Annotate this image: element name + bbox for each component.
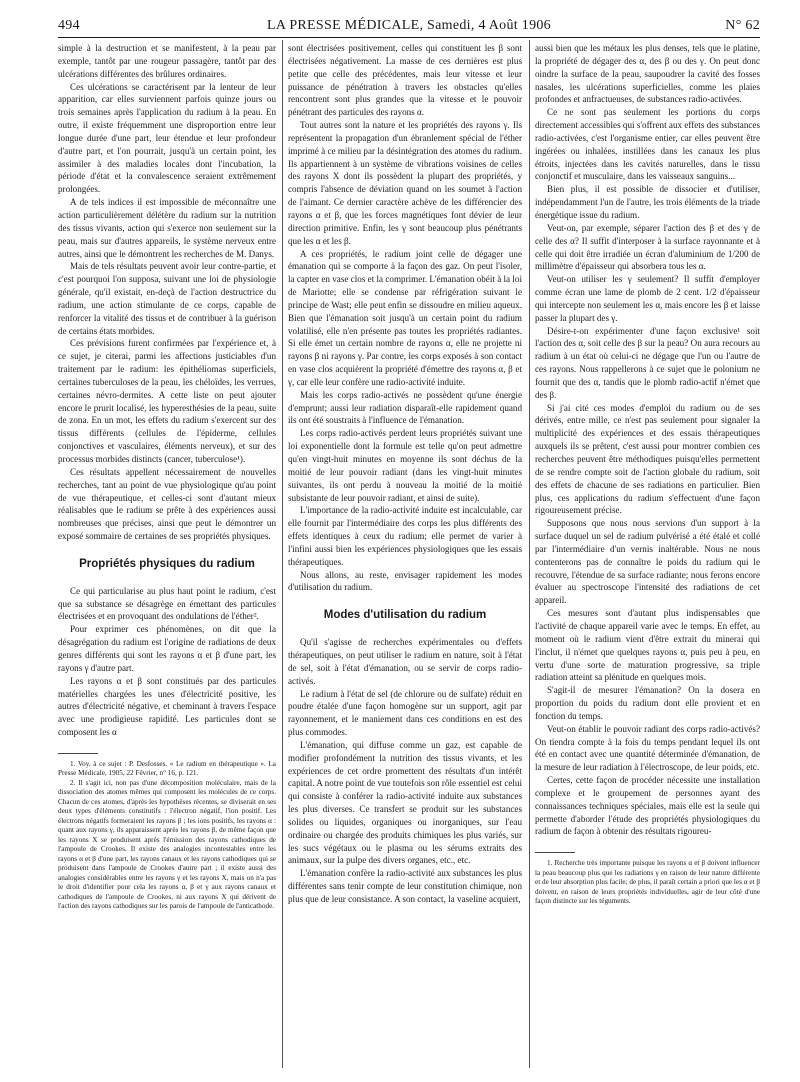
paragraph: Tout autres sont la nature et les propriétés des rayons γ. Ils représentent la propagation d'un ébranlement spécial de l'éther imprimé à ce milieu par la désintégration des atomes du radium. Ils appartiennent à un système de vibrations voisines de celles des rayons X dont ils possèdent la plupart des propriétés, y compris l'absence de déviation quand on les soumet à l'action de l'aimant. Ce dernier caractère achève de les différencier des rayons α et β, que les forces magnétiques font dévier de leur direction primitive. Enfin, les γ sont beaucoup plus pénétrants que les α et les β. xyxy=(288,120,522,246)
paragraph: aussi bien que les métaux les plus denses, tels que le platine, la propriété de dégager des α, des β ou des γ. On peut donc oindre la surface de la peau, saupoudrer la cavité des fosses nasales, les ulcérations superficielles, comme les plaies profondes et anfractueuses, de substances radio-activées. xyxy=(535,43,760,105)
footnote: 1. Voy. à ce sujet : P. Desfosses. « Le radium en thérapeutique ». La Presse Médicale, 1905, 22 Février, n° 16, p. 121. xyxy=(58,759,276,778)
paragraph: Ces mesures sont d'autant plus indispensables que l'activité de chaque appareil varie avec le temps. En effet, au moment où le radium vient d'être extrait du minerai qui l'inclut, il n'émet que quelques rayons α, puis peu à peu, en vertu d'une sorte de maturation progressive, sa triple radiation atteint sa plénitude en quelques mois. xyxy=(535,608,760,683)
paragraph: L'importance de la radio-activité induite est incalculable, car elle fournit par l'intermédiaire des corps les plus différents des effets identiques à ceux du radium; elle permet de varier à l'infini aussi bien les expériences physiologiques que les essais thérapeutiques. xyxy=(288,505,522,567)
paragraph: Qu'il s'agisse de recherches expérimentales ou d'effets thérapeutiques, on peut utiliser le radium en nature, soit à l'état de sel, soit à l'état d'émanation, ou se servir de corps radio-activés. xyxy=(288,637,522,686)
footnote-rule xyxy=(58,753,98,754)
column-2 xyxy=(288,42,522,1072)
paragraph: Le radium à l'état de sel (de chlorure ou de sulfate) réduit en poudre étalée d'une façon homogène sur un support, agit par rayonnement, et le maniement dans ces conditions en est des plus commodes. xyxy=(288,688,522,738)
issue-number: N° 62 xyxy=(725,18,760,33)
paragraph: Mais de tels résultats peuvent avoir leur contre-partie, et c'est pourquoi l'on supposa, suivant une loi de physiologie générale, qu'il existait, en-deçà de l'action destructrice du radium, une action stimulante de ce corps, capable de renforcer la vitalité des tissus et de contribuer à la guérison de certains états morbides. xyxy=(58,261,276,336)
column-1 xyxy=(58,42,276,1072)
paragraph: Désire-t-on expérimenter d'une façon exclusive¹ soit l'action des α, soit celle des β sur la peau? On aura recours au radium à un état où celui-ci ne dégage que l'un ou l'autre de ces rayons. Nous rappellerons à ce sujet que le polonium ne fournit que des α, tandis que le plomb radio-actif n'émet que des β. xyxy=(535,325,760,400)
paragraph: Les corps radio-activés perdent leurs propriétés suivant une loi exponentielle dont la formule est telle qu'on peut admettre qu'en vingt-huit minutes en moyenne ils sont déchus de la moitié de leur pouvoir radiant (dans les vingt-huit minutes suivantes, ils ont perdu à nouveau la moitié de la moitié subsistante de leur pouvoir radiant, et ainsi de suite). xyxy=(288,428,522,503)
paragraph: L'émanation confère la radio-activité aux substances les plus différentes sans tenir compte de leur constitution chimique, non plus que de leur consistance. A son contact, la vaseline acquiert, xyxy=(288,868,522,904)
column-divider xyxy=(282,40,283,1068)
page-header xyxy=(58,14,760,38)
paragraph: A de tels indices il est impossible de méconnaître une action particulièrement délétère du radium sur la nutrition des tissus vivants, action qui s'exerce non seulement sur la peau, mais sur d'autres appareils, le système nerveux entre autres, ainsi que le démontrent les recherches de M. Danys. xyxy=(58,197,276,259)
paragraph: Ces ulcérations se caractérisent par la lenteur de leur apparition, car elles surviennent parfois quinze jours ou trois semaines après l'application du radium à la peau. En outre, il existe fréquemment une disproportion entre leur longue durée d'une part, leur étendue et leur profondeur d'autre part, et l'on pourrait, jusqu'à un certain point, les assimiler à des maladies locales dont l'incubation, la période d'état et la convalescence seraient extrêmement prolongées. xyxy=(58,81,276,195)
section-heading: Propriétés physiques du radium xyxy=(79,557,255,570)
paragraph: Nous allons, au reste, envisager rapidement les modes d'utilisation du radium. xyxy=(288,569,522,593)
paragraph: Certes, cette façon de procéder nécessite une installation complexe et le groupement de personnes ayant des connaissances techniques spéciales, mais elle est la seule qui permette d'aborder l'étude des propriétés physiologiques du radium de façon à obtenir des résultats rigoureu- xyxy=(535,775,760,837)
journal-title: LA PRESSE MÉDICALE, Samedi, 4 Août 1906 xyxy=(267,18,551,33)
footnote-rule xyxy=(535,852,575,853)
paragraph: simple à la destruction et se manifestent, à la peau par exemple, tantôt par une rougeur passagère, tantôt par des ulcérations différentes des brûlures ordinaires. xyxy=(58,43,276,79)
footnote: 1. Recherche très importante puisque les rayons α et β doivent influencer la peau beaucoup plus que les radiations γ en raison de leur nature différente et de leur absorption plus facile; de plus, il paraît certain a priori que les α et β doivent, en raison de leurs propriétés individuelles, agir de leur côté d'une façon distincte sur les téguments. xyxy=(535,859,760,906)
paragraph: Veut-on établir le pouvoir radiant des corps radio-activés? On tiendra compte à la fois du temps pendant lequel ils ont été en contact avec une quantité déterminée d'émanation, de la mesure de leur radiation à l'électroscope, de leur poids, etc. xyxy=(535,723,760,773)
footnote: 2. Il s'agit ici, non pas d'une décomposition moléculaire, mais de la dissociation des atomes mêmes qui composent les molécules de ce corps. Chacun de ces atomes, d'après les hypothèses récentes, se diviserait en ses deux types d'éléments constitutifs : l'électron négatif, l'ion positif. Les électrons négatifs formeraient les rayons β ; les ions positifs, les rayons α : quant aux rayons γ, ils apparaissent après les rayons β, de même façon que les rayons X se produisent après l'émission des rayons cathodiques de l'ampoule de Crookes. Il existe des analogies incontestables entre les rayons α et β d'une part, les rayons canaux et les rayons cathodiques qui se produisent dans l'ampoule de Crookes d'autre part ; il existe aussi des analogies considérables entre les rayons γ et les rayons X, mais on n'a pas le droit d'identifier pour cela les rayons α, β et γ aux rayons canaux et cathodiques de l'ampoule de Crookes, ni aux rayons X qui dérivent de l'action des rayons cathodiques sur les parois de l'ampoule de l'anticathode. xyxy=(58,778,276,911)
paragraph: L'émanation, qui diffuse comme un gaz, est capable de modifier profondément la nutrition des tissus vivants, et les expériences de cet ordre promettent des résultats d'un intérêt capital. A notre point de vue toutefois son rôle essentiel est celui qui consiste à conférer la radio-activité induite aux substances les plus diverses. Ce transfert se produit sur les substances solides ou liquides, organiques ou inorganiques, sur l'eau ordinaire ou chargée des produits chimiques les plus variés, sur les sucs végétaux ou le plasma ou les sérums extraits des animaux, sur la pulpe des divers organes, etc., etc. xyxy=(288,739,522,866)
paragraph: Bien plus, il est possible de dissocier et d'utiliser, indépendamment l'un de l'autre, les trois éléments de la triade énergétique issue du radium. xyxy=(535,184,760,220)
header-rule xyxy=(58,37,760,38)
paragraph: A ces propriétés, le radium joint celle de dégager une émanation qui se comporte à la façon des gaz. On peut l'isoler, la capter en vase clos et la comprimer. L'émanation obéit à la loi de Mariotte; elle se condense par réfrigération suivant le principe de Wast; elle peut enfin se dissoudre en milieu aqueux. Bien que l'émanation soit jusqu'à un certain point du radium volatilisé, elle n'en présente pas toutes les propriétés radiantes. Si elle émet un certain nombre de rayons α, elle ne projette ni rayons β ni rayons γ. Par contre, les corps exposés à son contact en vase clos acquièrent la propriété d'émettre des rayons α, β et γ, car elle leur confère une radio-activité induite. xyxy=(288,248,522,387)
paragraph: Mais les corps radio-activés ne possèdent qu'une énergie d'emprunt; aussi leur radiation disparaît-elle rapidement quand ils ont été soustraits à l'influence de l'émanation. xyxy=(288,389,522,426)
paragraph: Ce ne sont pas seulement les portions du corps directement accessibles qui s'offrent aux effets des substances radio-activées, c'est l'organisme entier, car elles peuvent être ingérées ou inhalées, instillées dans les canaux les plus étroits, injectées dans les cavités naturelles, dans le tissu conjonctif et musculaire, dans les vaisseaux sanguins... xyxy=(535,107,760,182)
column-divider xyxy=(529,40,530,1068)
page-number: 494 xyxy=(58,18,80,33)
paragraph: sont électrisées positivement, celles qui constituent les β sont électrisées négativement. La masse de ces dernières est plus petite que celle des précédentes, mais leur vitesse et leur puissance de pénétration à travers les obstacles qu'elles rencontrent sont plus grandes que la vitesse et le pouvoir pénétrant des particules des rayons α. xyxy=(288,43,522,118)
paragraph: Ce qui particularise au plus haut point le radium, c'est que sa substance se désagrège en émettant des particules électrisées et en provoquant des ondulations de l'éther². xyxy=(58,585,276,622)
section-heading: Modes d'utilisation du radium xyxy=(323,609,487,622)
paragraph: Supposons que nous nous servions d'un support à la surface duquel un sel de radium pulvérisé a été étalé et collé par l'intermédiaire d'un vernis inaltérable. Nous ne nous contenterons pas de connaître le poids du radium qui le recouvre, l'étendue de sa surface radiante; nous ferons encore évaluer au spectroscope l'intensité des radiations de cet appareil. xyxy=(535,518,760,606)
paragraph: Ces prévisions furent confirmées par l'expérience et, à ce sujet, je citerai, parmi les affections justiciables d'un traitement par le radium: les épithéliomas superficiels, certaines tuberculoses de la peau, les chéloïdes, les verrues, certaines névro-dermites. A cette liste on peut ajouter encore le prurit localisé, les hyperesthésies de la peau, suite de zona. En un mot, les effets du radium s'exercent sur des tissus différents (cellules de l'épiderme, cellules conjonctives et vasculaires, éléments nerveux), et sur des processus morbides distincts (cancer, tuberculose¹). xyxy=(58,338,276,464)
paragraph: Veut-on utiliser les γ seulement? Il suffit d'employer comme écran une lame de plomb de 2 cent. 1/2 d'épaisseur qui intercepte non seulement les α, mais encore les β et laisse passer la plupart des γ. xyxy=(535,274,760,323)
paragraph: Pour exprimer ces phénomènes, on dit que la désagrégation du radium est l'origine de radiations de deux genres différents qui sont les rayons α et β d'une part, les rayons γ d'autre part. xyxy=(58,624,276,673)
paragraph: Si j'ai cité ces modes d'emploi du radium ou de ses dérivés, entre mille, ce n'est pas seulement pour signaler la multiplicité des expériences et des essais thérapeutiques auxquels ils se prêtent, c'est aussi pour montrer combien ces recherches peuvent être méthodiques puisqu'elles permettent de se rendre compte soit de l'action globale du radium, soit des effets de chacune de ses radiations en particulier. Bien plus, ces applications du radium s'effectuent d'une façon rigoureusement précise. xyxy=(535,402,760,516)
paragraph: Ces résultats appellent nécessairement de nouvelles recherches, tant au point de vue physiologique qu'au point de vue thérapeutique, et celles-ci sont d'autant mieux réalisables que le radium se prête à des expériences aussi nombreuses que précises, ainsi que peut le démontrer un exposé sommaire de certaines de ses propriétés physiques. xyxy=(58,466,276,542)
column-3 xyxy=(535,42,760,1072)
paragraph: Les rayons α et β sont constitués par des particules matérielles chargées les unes d'électricité positive, les autres d'électricité négative, et cheminant à travers l'espace avec une prodigieuse rapidité. Les particules dont se composent les α xyxy=(58,675,276,738)
paragraph: S'agit-il de mesurer l'émanation? On la dosera en proportion du poids du radium dont elle provient et en fonction du temps. xyxy=(535,685,760,721)
paragraph: Veut-on, par exemple, séparer l'action des β et des γ de celle des α? Il suffit d'interposer à la surface rayonnante et à celle qui doit être irradiée un écran d'aluminium de 1/200 de millimètre d'épaisseur qui absorbera tous les α. xyxy=(535,222,760,272)
